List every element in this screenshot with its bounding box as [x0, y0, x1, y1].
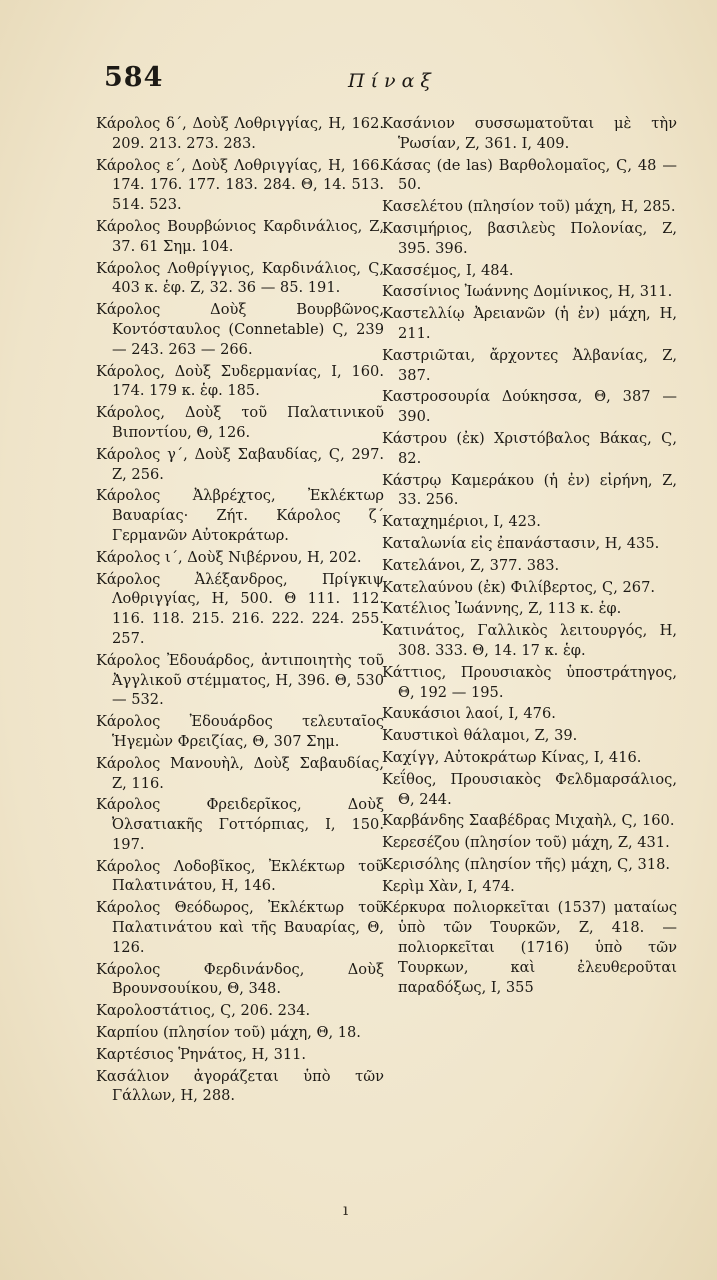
index-entry: Κερὶμ Χὰν, Ι, 474. — [382, 877, 515, 895]
index-entry: Καρβάνδης Σααβέδρας Μιχαὴλ, Ϛ, 160. — [382, 812, 675, 830]
index-entry: Κέρκυρα πολιορκεῖται (1537) ματαίως ὑπὸ τῶν Τουρκῶν, Ζ, 418. — πολιορκεῖται (1716) ὑπὸ τῶν Τουρκων, καὶ ἐλευθεροῦται παραδόξως, Ι, 355 — [382, 899, 677, 996]
index-entry: Καρολοστάτιος, Ϛ, 206. 234. — [96, 1002, 311, 1020]
index-entry: Κάρολος Ἀλέξανδρος, Πρίγκιψ Λοθριγγίας, Η, 500. Θ 111. 112. 116. 118. 215. 216. 222. 224. 255. 257. — [96, 570, 384, 647]
index-entry: Κάρολος ε΄, Δοὺξ Λοθριγγίας, Η, 166. 174. 176. 177. 183. 284. Θ, 14. 513. 514. 523. — [96, 156, 384, 214]
index-entry: Κατέλιος Ἰωάννης, Ζ, 113 κ. ἑφ. — [382, 600, 622, 618]
index-column-right — [382, 114, 677, 999]
index-entry: Κασελέτου (πλησίον τοῦ) μάχη, Η, 285. — [382, 198, 676, 216]
index-entry: Κάρολος Μανουὴλ, Δοὺξ Σαβαυδίας, Ζ, 116. — [96, 754, 384, 792]
index-entry: Κάρολος γ΄, Δοὺξ Σαβαυδίας, Ϛ, 297. Ζ, 256. — [96, 445, 384, 483]
index-entry: Κάστρου (ἐκ) Χριστόβαλος Βάκας, Ϛ, 82. — [382, 429, 677, 467]
index-entry: Κασιμήριος, βασιλεὺς Πολονίας, Ζ, 395. 396. — [382, 219, 677, 257]
index-entry: Κάρολος Ἐδουάρδος τελευταῖος Ἡγεμὼν Φρειζίας, Θ, 307 Σημ. — [96, 713, 384, 750]
index-entry: Κασάνιον συσσωματοῦται μὲ τὴν Ῥωσίαν, Ζ, 361. Ι, 409. — [382, 115, 677, 152]
index-entry: Κερισόλης (πλησίον τῆς) μάχη, Ϛ, 318. — [382, 855, 671, 873]
index-entry: Κερεσέζου (πλησίον τοῦ) μάχη, Ζ, 431. — [382, 834, 670, 852]
index-entry: Κασσίνιος Ἰωάννης Δομίνικος, Η, 311. — [382, 283, 673, 301]
page-number: 584 — [104, 62, 164, 93]
index-entry: Κάστρῳ Καμεράκου (ἡ ἐν) εἰρήνη, Ζ, 33. 256. — [382, 471, 677, 509]
index-entry: Καταλωνία εἰς ἐπανάστασιν, Η, 435. — [382, 534, 660, 552]
index-entry: Κασάλιον ἀγοράζεται ὑπὸ τῶν Γάλλων, Η, 288. — [96, 1067, 384, 1105]
index-entry: Καστελλίῳ Ἀρειανῶν (ἡ ἐν) μάχη, Η, 211. — [382, 305, 677, 342]
index-entry: Καστριῶται, ἄρχοντες Ἀλβανίας, Ζ, 387. — [382, 346, 677, 384]
index-entry: Κάττιος, Προυσιακὸς ὑποστράτηγος, Θ, 192 — 195. — [382, 663, 677, 701]
index-entry: Κάρολος Βουρβώνιος Καρδινάλιος, Ζ, 37. 61 Σημ. 104. — [96, 217, 384, 255]
index-entry: Κάρολος ι΄, Δοὺξ Νιβέρνου, Η, 202. — [96, 548, 362, 566]
footer-mark: ı — [343, 1200, 349, 1219]
index-entry: Καρπίου (πλησίον τοῦ) μάχη, Θ, 18. — [96, 1024, 361, 1042]
index-entry: Καυστικοὶ θάλαμοι, Ζ, 39. — [382, 727, 578, 745]
index-entry: Κάρολος Ἀλβρέχτος, Ἐκλέκτωρ Βαυαρίας· Ζήτ. Κάρολος ζ΄ Γερμανῶν Αὐτοκράτωρ. — [96, 487, 384, 544]
index-entry: Κεΐθος, Προυσιακὸς Φελδμαρσάλιος, Θ, 244. — [382, 770, 677, 808]
index-entry: Κάρολος, Δοὺξ τοῦ Παλατινικοῦ Βιποντίου, Θ, 126. — [96, 404, 384, 441]
index-entry: Κάρολος Φρειδερῖκος, Δοὺξ Ὀλσατιακῆς Γοττόρπιας, Ι, 150. 197. — [96, 796, 384, 853]
index-entry: Κάρολος Λοθρίγγιος, Καρδινάλιος, Ϛ, 403 κ. ἑφ. Ζ, 32. 36 — 85. 191. — [96, 259, 384, 297]
index-entry: Κατελαύνου (ἐκ) Φιλίβερτος, Ϛ, 267. — [382, 578, 655, 596]
running-head: Πίναξ — [348, 70, 437, 92]
index-entry: Κάρολος Δοὺξ Βουρβῶνος, Κοντόσταυλος (Connetable) Ϛ, 239 — 243. 263 — 266. — [96, 301, 384, 358]
index-entry: Κασσέμος, Ι, 484. — [382, 261, 514, 279]
index-entry: Κάρολος δ΄, Δοὺξ Λοθριγγίας, Η, 162. 209. 213. 273. 283. — [96, 115, 384, 152]
index-entry: Κατελάνοι, Ζ, 377. 383. — [382, 556, 560, 574]
index-entry: Κάρολος Ἐδουάρδος, ἀντιποιητὴς τοῦ Ἀγγλικοῦ στέμματος, Η, 396. Θ, 530 — 532. — [96, 651, 384, 709]
index-entry: Κάρολος Φερδινάνδος, Δοὺξ Βρουνσουίκου, Θ, 348. — [96, 960, 384, 998]
index-column-left — [96, 114, 384, 1108]
index-entry: Καυκάσιοι λαοί, Ι, 476. — [382, 705, 556, 723]
index-entry: Καχίγγ, Αὐτοκράτωρ Κίνας, Ι, 416. — [382, 748, 642, 766]
index-entry: Καρτέσιος Ῥηνάτος, Η, 311. — [96, 1045, 307, 1063]
index-entry: Κάρολος, Δοὺξ Συδερμανίας, Ι, 160. 174. 179 κ. ἑφ. 185. — [96, 362, 384, 400]
index-entry: Κάσας (de las) Βαρθολομαῖος, Ϛ, 48 — 50. — [382, 156, 677, 194]
index-entry: Καστροσουρία Δούκησσα, Θ, 387 — 390. — [382, 388, 677, 426]
index-entry: Κάρολος Λοδοβῖκος, Ἐκλέκτωρ τοῦ Παλατινάτου, Η, 146. — [96, 857, 384, 895]
index-entry: Καταχημέριοι, Ι, 423. — [382, 513, 541, 531]
index-entry: Κατινάτος, Γαλλικὸς λειτουργός, Η, 308. 333. Θ, 14. 17 κ. ἑφ. — [382, 622, 677, 659]
index-entry: Κάρολος Θεόδωρος, Ἐκλέκτωρ τοῦ Παλατινάτου καὶ τῆς Βαυαρίας, Θ, 126. — [96, 899, 384, 956]
